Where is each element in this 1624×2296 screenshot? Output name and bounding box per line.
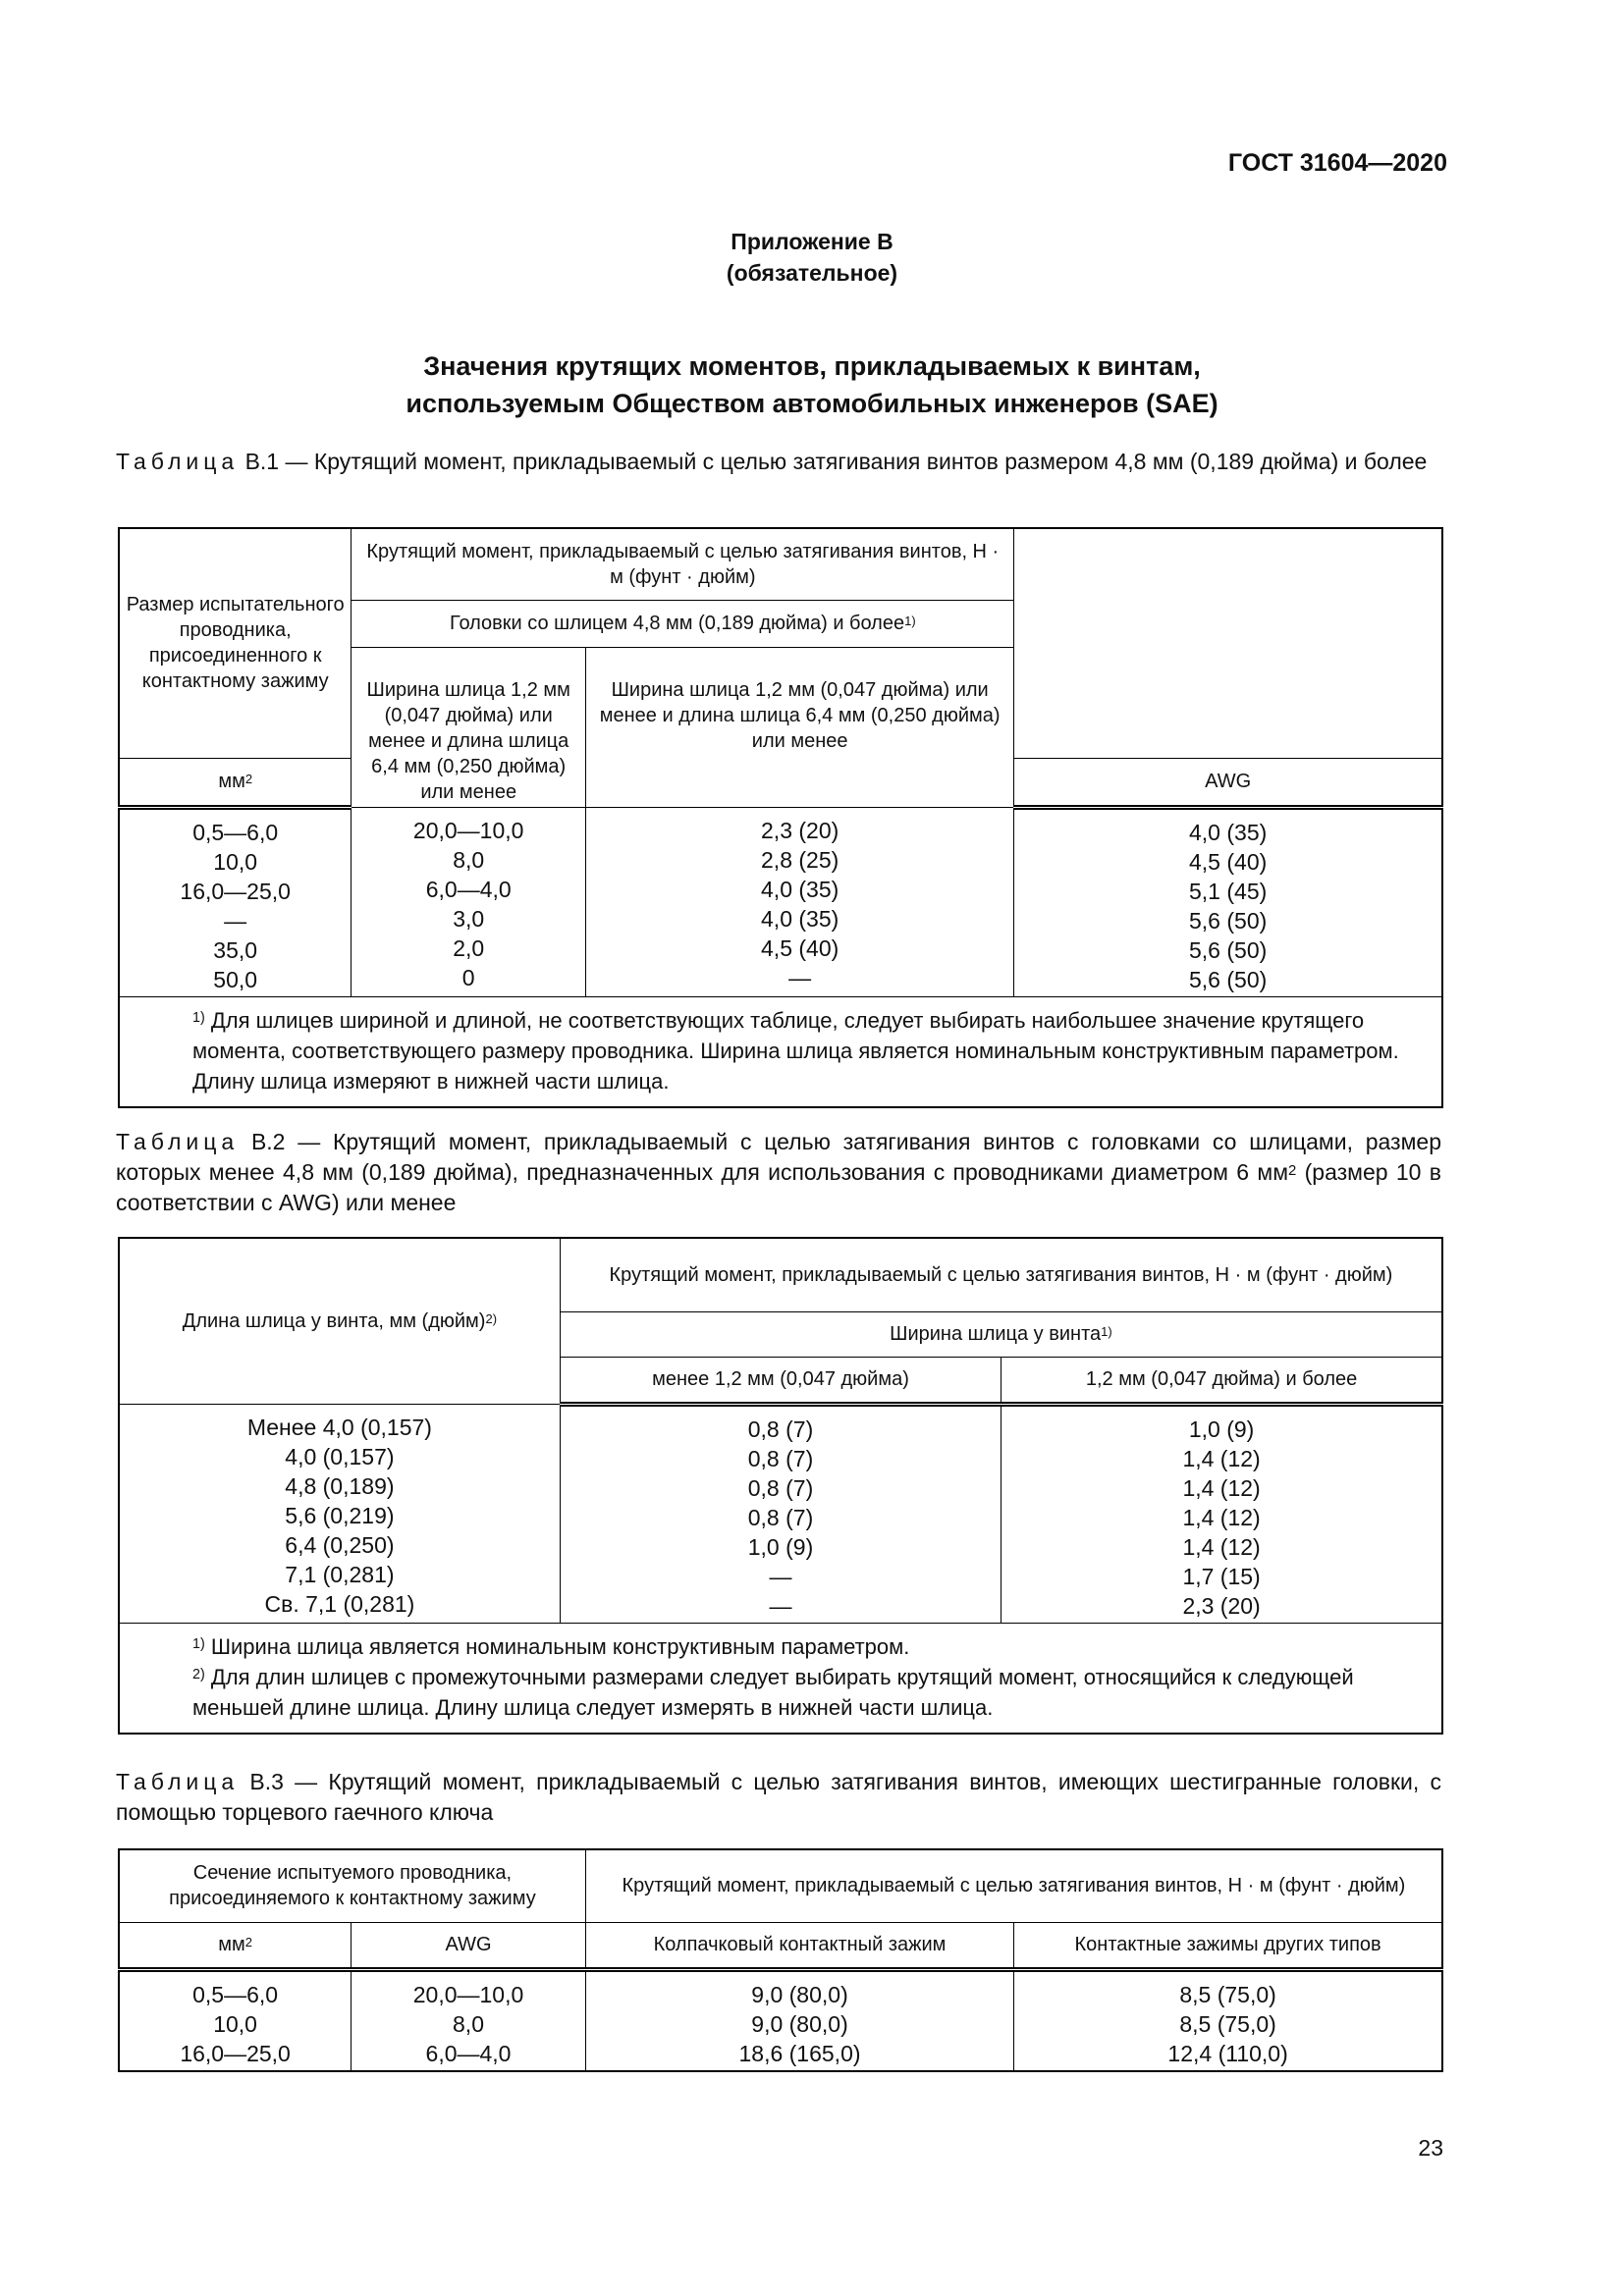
- table1-header-col4: Ширина шлица 1,2 мм (0,047 дюйма) или менее и длина шлица 6,4 мм (0,250 дюйма) или менее: [586, 647, 1014, 807]
- table1-col4-values: 4,0 (35) 4,5 (40) 5,1 (45) 5,6 (50) 5,6 (50) 5,6 (50): [1014, 807, 1442, 996]
- table2-col3-values: 1,0 (9) 1,4 (12) 1,4 (12) 1,4 (12) 1,4 (12) 1,7 (15) 2,3 (20): [1001, 1404, 1442, 1623]
- table-row: [119, 1404, 1442, 1623]
- table3-col-awg-values: 20,0—10,0 8,0 6,0—4,0: [352, 1969, 586, 2071]
- table1-col-mm2-values: 0,5—6,0 10,0 16,0—25,0 — 35,0 50,0: [119, 807, 352, 996]
- appendix-title: Приложение В: [731, 229, 893, 254]
- table1-header-torque: Крутящий момент, прикладываемый с целью затягивания винтов, Н · м (фунт · дюйм): [352, 528, 1014, 600]
- table1-header-heads: Головки со шлицем 4,8 мм (0,189 дюйма) и более$^{1)}$: [352, 600, 1014, 647]
- table3-col3-values: 9,0 (80,0) 9,0 (80,0) 18,6 (165,0): [585, 1969, 1013, 2071]
- table3-header-cap-terminal: Колпачковый контактный зажим: [585, 1922, 1013, 1969]
- table2-header-slot-length: Длина шлица у винта, мм (дюйм)$^{2)}$: [119, 1238, 560, 1404]
- page-title-line-1: Значения крутящих моментов, прикладываемых к винтам,: [423, 351, 1201, 381]
- table3-header-torque: Крутящий момент, прикладываемый с целью затягивания винтов, Н · м (фунт · дюйм): [585, 1849, 1442, 1922]
- table-b3: [118, 1848, 1443, 2072]
- table3-col4-values: 8,5 (75,0) 8,5 (75,0) 12,4 (110,0): [1014, 1969, 1442, 2071]
- table3-header-mm2: $мм^2$: [119, 1922, 352, 1969]
- table2-col2-values: 0,8 (7) 0,8 (7) 0,8 (7) 0,8 (7) 1,0 (9) — —: [560, 1404, 1001, 1623]
- table1-header-awg: AWG: [1014, 758, 1442, 807]
- table2-header-col2: менее 1,2 мм (0,047 дюйма): [560, 1357, 1001, 1404]
- table2-header-torque: Крутящий момент, прикладываемый с целью затягивания винтов, Н · м (фунт · дюйм): [560, 1238, 1442, 1311]
- table3-caption: Таблица В.3 — Крутящий момент, прикладываемый с целью затягивания винтов, имеющих шестигранные головки, с помощью торцевого гаечного ключа: [116, 1769, 1441, 1825]
- table1-header-conductor-size: Размер испытательного проводника, присоединенного к контактному зажиму: [119, 528, 352, 758]
- table2-header-slot-width: Ширина шлица у винта$^{1)}$: [560, 1311, 1442, 1357]
- table1-header-col3: Ширина шлица 1,2 мм (0,047 дюйма) или менее и длина шлица 6,4 мм (0,250 дюйма) или менее: [352, 647, 586, 807]
- document-number: ГОСТ 31604—2020: [1227, 149, 1447, 177]
- table1-caption: Таблица В.1 — Крутящий момент, прикладываемый с целью затягивания винтов размером 4,8 мм (0,189 дюйма) и более: [116, 449, 1428, 474]
- page-number: 23: [1418, 2135, 1443, 2161]
- page-title-line-2: используемым Обществом автомобильных инженеров (SAE): [406, 389, 1218, 418]
- table1-header-mm2: $мм^2$: [119, 758, 352, 807]
- table1-footnote: $^{1)}$ Для шлицев шириной и длиной, не соответствующих таблице, следует выбирать наибольшее значение крутящего момента, соответствующего размеру проводника. Ширина шлица является номинальным конструктивным параметром. Длину шлица измеряют в нижней части шлица.: [119, 996, 1442, 1107]
- table3-header-conductor: Сечение испытуемого проводника, присоединяемого к контактному зажиму: [119, 1849, 585, 1922]
- table2-header-col3: 1,2 мм (0,047 дюйма) и более: [1001, 1357, 1442, 1404]
- table3-col-mm2-values: 0,5—6,0 10,0 16,0—25,0: [119, 1969, 352, 2071]
- table2-footnote-2: $^{2)}$ Для длин шлицев с промежуточными размерами следует выбирать крутящий момент, относящийся к следующей меньшей длине шлица. Длину шлица следует измерять в нижней части шлица.: [192, 1664, 1354, 1720]
- table-row: [119, 1969, 1442, 2071]
- table-row: [119, 807, 1442, 996]
- page-title: [0, 347, 1624, 422]
- table2-footnotes: [119, 1623, 1442, 1734]
- appendix-heading: [0, 226, 1624, 289]
- table2-caption: Таблица В.2 — Крутящий момент, прикладываемый с целью затягивания винтов с головками со шлицами, размер которых менее 4,8 мм (0,189 дюйма), предназначенных для использования с проводниками диаметром 6 $мм^2$ (размер 10 в соответствии с AWG) или менее: [116, 1129, 1441, 1215]
- table1-col3-values: 2,3 (20) 2,8 (25) 4,0 (35) 4,0 (35) 4,5 (40) —: [586, 807, 1014, 996]
- table2-footnote-1: $^{1)}$ Ширина шлица является номинальным конструктивным параметром.: [192, 1633, 910, 1659]
- table1-col-awg-values: 20,0—10,0 8,0 6,0—4,0 3,0 2,0 0: [352, 807, 586, 996]
- table-b2: [118, 1237, 1443, 1735]
- table2-col1-values: Менее 4,0 (0,157) 4,0 (0,157) 4,8 (0,189) 5,6 (0,219) 6,4 (0,250) 7,1 (0,281) Св. 7,1 (0,281): [119, 1404, 560, 1623]
- table3-header-awg: AWG: [352, 1922, 586, 1969]
- appendix-status: (обязательное): [726, 260, 898, 286]
- table3-header-other-terminals: Контактные зажимы других типов: [1014, 1922, 1442, 1969]
- table-b1: [118, 527, 1443, 1108]
